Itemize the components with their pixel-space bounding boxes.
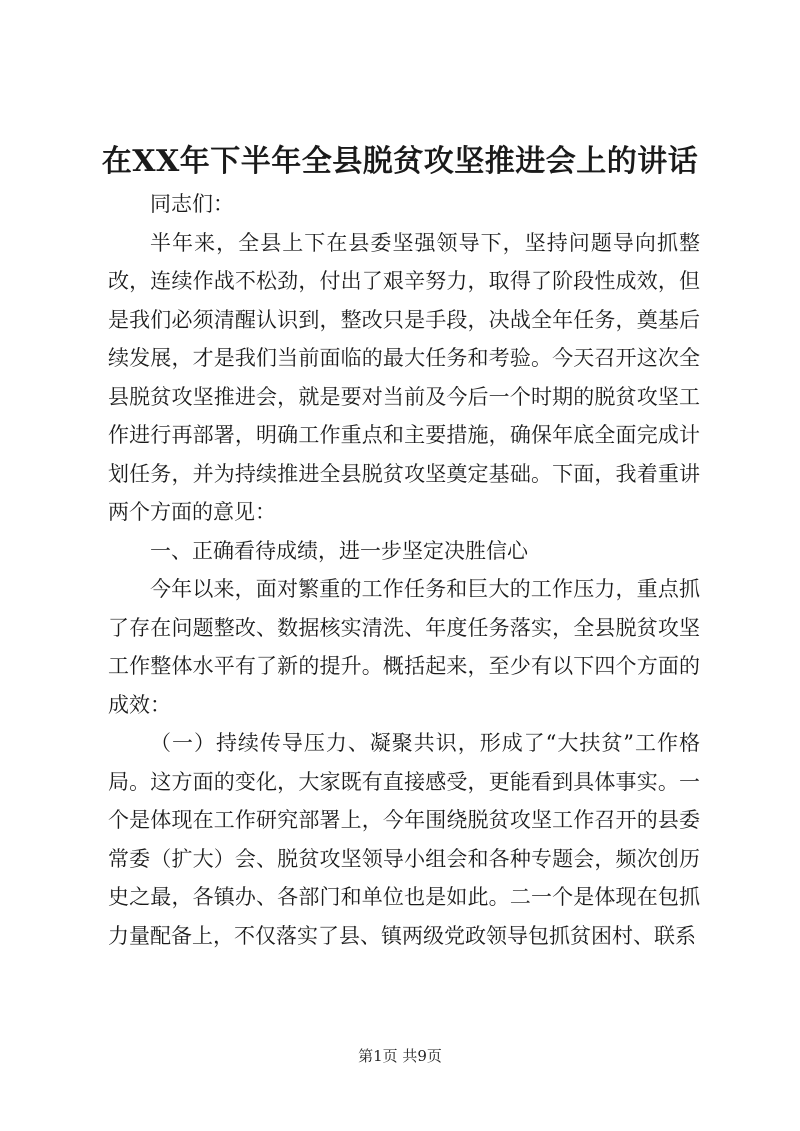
body-paragraph: 今年以来，面对繁重的工作任务和巨大的工作压力，重点抓了存在问题整改、数据核实清洗、年度任务落实，全县脱贫攻坚工作整体水平有了新的提升。概括起来，至少有以下四个方面的成效： <box>108 577 700 717</box>
page-footer: 第1页 共9页 <box>358 1047 442 1065</box>
body-paragraph: 半年来，全县上下在县委坚强领导下，坚持问题导向抓整改，连续作战不松劲，付出了艰辛努力，取得了阶段性成效，但是我们必须清醒认识到，整改只是手段，决战全年任务，奠基后续发展，才是我们当前面临的最大任务和考验。今天召开这次全县脱贫攻坚推进会，就是要对当前及今后一个时期的脱贫攻坚工作进行再部署，明确工作重点和主要措施，确保年底全面完成计划任务，并为持续推进全县脱贫攻坚奠定基础。下面，我着重讲两个方面的意见： <box>108 230 700 524</box>
document-title: 在XX年下半年全县脱贫攻坚推进会上的讲话 <box>101 144 699 179</box>
body-paragraph: （一）持续传导压力、凝聚共识，形成了“大扶贫”工作格局。这方面的变化，大家既有直接感受，更能看到具体事实。一个是体现在工作研究部署上，今年围绕脱贫攻坚工作召开的县委常委（扩大）会、脱贫攻坚领导小组会和各种专题会，频次创历史之最，各镇办、各部门和单位也是如此。二一个是体现在包抓力量配备上，不仅落实了县、镇两级党政领导包抓贫困村、联系 <box>108 731 700 948</box>
document-body <box>108 185 700 955</box>
salutation-paragraph: 同志们： <box>150 192 234 216</box>
section-heading: 一、正确看待成绩，进一步坚定决胜信心 <box>150 538 528 563</box>
